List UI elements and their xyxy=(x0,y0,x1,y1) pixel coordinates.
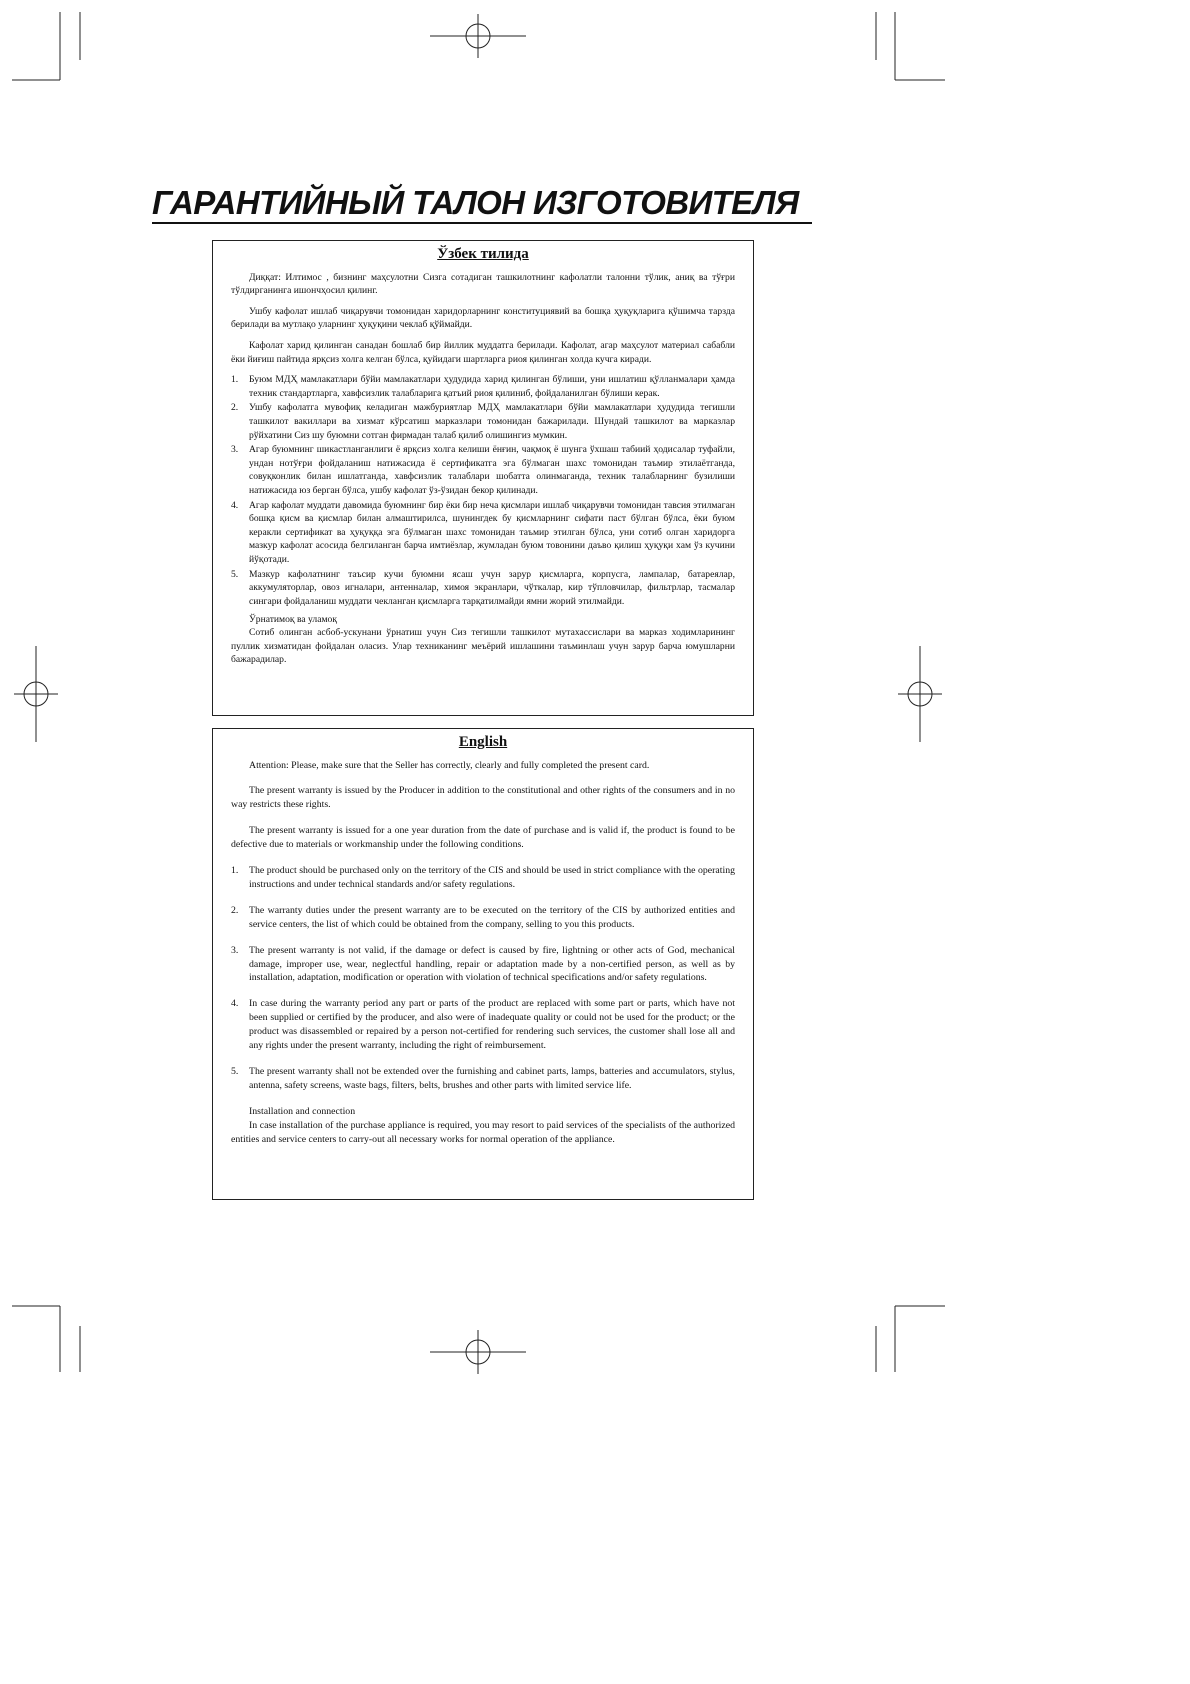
page-title: ГАРАНТИЙНЫЙ ТАЛОН ИЗГОТОВИТЕЛЯ xyxy=(152,184,799,221)
title-underline xyxy=(152,222,812,224)
item-text: Агар кафолат муддати давомида буюмнинг бир ёки бир неча қисмлари ишлаб чиқарувчи томонидан тавсия этилмаган бошқа қисм ва қисмлар билан алмаштирилса, шунингдек бу қисмларнинг сифати паст бўлган бўлса, ёки буюм керакли сертификат ва ҳуқуққа эга бўлмаган шахс томонидан таъмир этилган бўлса, уни сотиб олган харидорга мазкур кафолат асосида белгиланган барча имтиёзлар, жумладан буюм товонини даъво қилиш ҳуқуқи хам ўз кучини йўқотади. xyxy=(249,499,735,566)
uzbek-rights-paragraph: Ушбу кафолат ишлаб чиқарувчи томонидан харидорларнинг конституциявий ва бошқа ҳуқуқларига қўшимча тарзда берилади ва мутлақо уларнинг ҳуқуқини чеклаб қўймайди. xyxy=(231,305,735,331)
english-installation-text: In case installation of the purchase appliance is required, you may resort to paid services of the specialists of the authorized entities and service centers to carry-out all necessary works for normal operation of the appliance. xyxy=(231,1119,735,1145)
uzbek-duration-paragraph: Кафолат харид қилинган санадан бошлаб бир йиллик муддатга берилади. Кафолат, агар маҳсулот материал сабабли ёки йиғиш пайтида ярқсиз холга келган бўлса, қуйидаги шартларга риоя қилинган холда кучга киради. xyxy=(231,339,735,365)
item-number: 4. xyxy=(231,499,239,511)
uzbek-attention-paragraph: Диққат: Илтимос , бизнинг маҳсулотни Сизга сотадиган ташкилотнинг кафолатли талонни тўлик, аниқ ва тўғри тўлдирганинга ишончҳосил қилинг. xyxy=(231,271,735,297)
item-text: The warranty duties under the present warranty are to be executed on the territory of the CIS by authorized entities and service centers, the list of which could be obtained from the company, selling to you this products. xyxy=(249,904,735,930)
item-number: 3. xyxy=(231,944,239,956)
english-condition-item xyxy=(231,864,735,892)
english-condition-item xyxy=(231,944,735,986)
item-text: The present warranty shall not be extended over the furnishing and cabinet parts, lamps, batteries and accumulators, stylus, antenna, safety screens, waste bags, filters, belts, brushes and other parts with limited service life. xyxy=(249,1066,735,1091)
item-text: Буюм МДҲ мамлакатлари бўйи мамлакатлари ҳудудида харид қилинган бўлиши, уни ишлатиш қўлланмалари ҳамда техник стандартларга, хавфсизлик талабларига қатъий риоя қилиниб, фойдаланилган бўлиши керак. xyxy=(249,374,735,399)
english-condition-item xyxy=(231,1065,735,1093)
uzbek-condition-item xyxy=(231,499,735,567)
item-text: Ушбу кафолатга мувофиқ келадиган мажбуриятлар МДҲ мамлакатлари бўйи мамлакатлари ҳудудида тегишли ташкилот вакиллари ва хизмат кўрсатиш марказлари томонидан бажарилади. Шундай ташкилот ва марказлар рўйхатини Сиз шу буюмни сотган фирмадан талаб қилиб олишингиз мумкин. xyxy=(249,402,735,441)
english-installation-heading: Installation and connection xyxy=(249,1105,356,1117)
english-duration-paragraph: The present warranty is issued for a one year duration from the date of purchase and is valid if, the product is found to be defective due to materials or workmanship under the following conditions. xyxy=(231,825,735,851)
registration-target-left xyxy=(14,646,58,742)
registration-target-top xyxy=(430,14,526,58)
english-warranty-panel xyxy=(212,728,754,1200)
item-number: 5. xyxy=(231,568,239,580)
uzbek-installation-heading: Ўрнатимоқ ва уламоқ xyxy=(249,613,337,625)
uzbek-installation-text: Сотиб олинган асбоб-ускунани ўрнатиш учун Сиз тегишли ташкилот мутахассислари ва марказ ходимларининг пуллик хизматидан фойдалан оласиз. Улар техниканинг меъёрий ишлашини таъминлаш учун зарур барча юмушларни бажарадилар. xyxy=(231,627,735,666)
item-text: In case during the warranty period any part or parts of the product are replaced with some part or parts, which have not been supplied or certified by the producer, and also were of inadequate quality or could not be used for the product; or the product was disassembled or repaired by a person not-certified for rendering such services, the customer shall lose all and any rights under the present warranty, including the right of reimbursement. xyxy=(249,998,735,1052)
english-condition-item xyxy=(231,904,735,932)
english-condition-item xyxy=(231,997,735,1053)
english-rights-paragraph: The present warranty is issued by the Producer in addition to the constitutional and other rights of the consumers and in no way restricts these rights. xyxy=(231,785,735,811)
english-heading: English xyxy=(458,734,508,750)
uzbek-condition-item xyxy=(231,568,735,609)
registration-target-right xyxy=(898,646,942,742)
item-number: 1. xyxy=(231,865,239,877)
english-attention-paragraph: Attention: Please, make sure that the Seller has correctly, clearly and fully completed the present card. xyxy=(249,759,650,771)
uzbek-heading: Ўзбек тилида xyxy=(437,246,529,262)
uzbek-conditions-list xyxy=(231,373,735,608)
item-number: 2. xyxy=(231,904,239,916)
item-text: Агар буюмнинг шикастланганлиги ё ярқсиз холга келиши ёнғин, чақмоқ ё шунга ўхшаш табиий ҳодисалар туфайли, ундан нотўғри фойдаланиш натижасида ё сертификатга эга бўлмаган шахс томонидан таъмир этилаётганда, совуқконлик билан ишлатганда, хавфсизлик талаблари шобатта олинмаганда, техник талабларнинг бузилиши натижасида юз берган бўлса, ушбу кафолат ўз-ўзидан бекор қилинади. xyxy=(249,444,735,497)
uzbek-condition-item xyxy=(231,443,735,497)
item-text: The present warranty is not valid, if the damage or defect is caused by fire, lightning or other acts of God, mechanical damage, improper use, wear, neglectful handling, repair or adaptation made by a non-certified person, as well as by installation, adaptation, modification or operation with violation of technical specifications and/or safety regulations. xyxy=(249,944,735,984)
item-number: 3. xyxy=(231,444,239,456)
item-number: 4. xyxy=(231,998,239,1010)
item-number: 2. xyxy=(231,402,239,414)
item-number: 5. xyxy=(231,1066,239,1077)
item-text: Мазкур кафолатнинг таъсир кучи буюмни ясаш учун зарур қисмларга, корпусга, лампалар, батареялар, аккумуляторлар, овоз игналари, антенналар, химоя экранлари, чўткалар, кир тўпловчилар, фильтрлар, тасмалар сингари фойдаланиш муддати чекланган қисмларга тарқатилмайди ямни жорий этилмайди. xyxy=(249,568,735,607)
uzbek-condition-item xyxy=(231,373,735,400)
english-conditions-list xyxy=(231,864,735,1093)
uzbek-warranty-panel xyxy=(212,240,754,716)
uzbek-condition-item xyxy=(231,401,735,442)
registration-target-bottom xyxy=(430,1330,526,1374)
item-text: The product should be purchased only on the territory of the CIS and should be used in strict compliance with the operating instructions and under technical standards and/or safety regulations. xyxy=(249,865,735,890)
item-number: 1. xyxy=(231,374,239,386)
